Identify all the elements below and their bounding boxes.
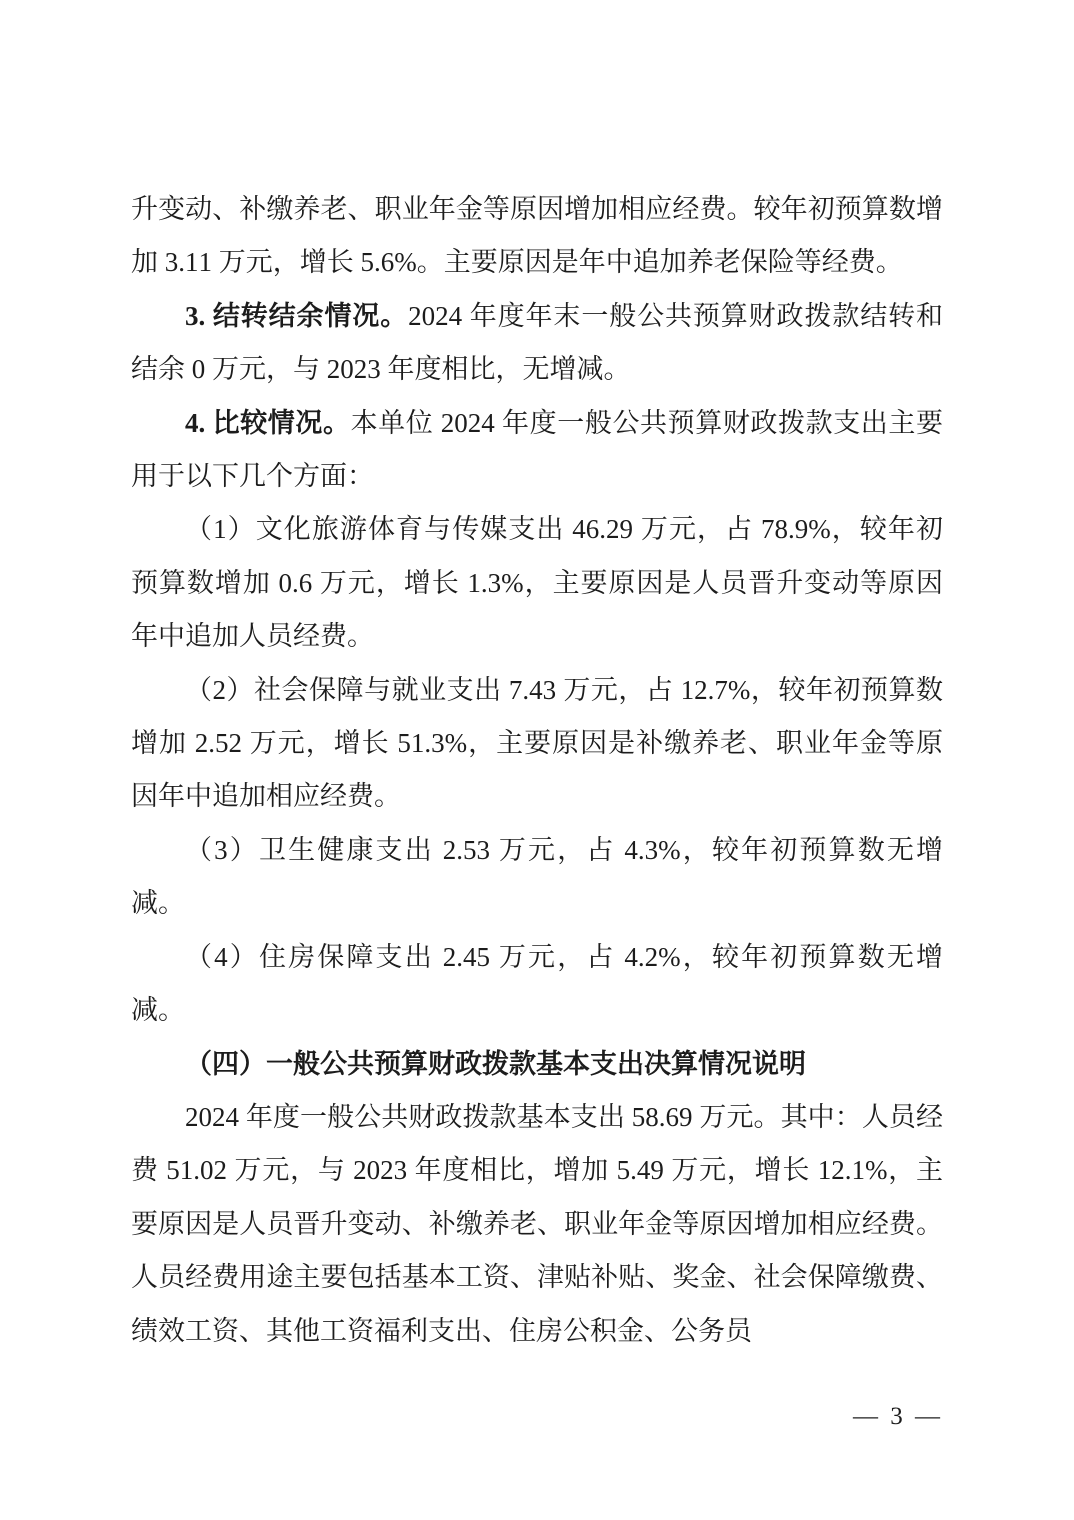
section-heading-basic-expenditure (131, 1038, 943, 1091)
paragraph-carryover-balance (131, 290, 943, 397)
text-run: （1）文化旅游体育与传媒支出 46.29 万元，占 78.9%，较年初预算数增加 0.6 万元，增长 1.3%，主要原因是人员晋升变动等原因年中追加人员经费。 (131, 514, 943, 652)
paragraph-item-2-social-security (131, 664, 943, 824)
page-number: — 3 — (853, 1403, 943, 1430)
text-run: 升变动、补缴养老、职业年金等原因增加相应经费。较年初预算数增加 3.11 万元，增长 5.6%。主要原因是年中追加养老保险等经费。 (131, 194, 943, 278)
heading-run: （四）一般公共预算财政拨款基本支出决算情况说明 (185, 1048, 806, 1079)
paragraph-comparison (131, 397, 943, 504)
paragraph-item-1-culture-tourism (131, 503, 943, 663)
text-run: 2024 年度一般公共财政拨款基本支出 58.69 万元。其中：人员经费 51.02 万元，与 2023 年度相比，增加 5.49 万元，增长 12.1%，主要原因是人员晋升变动、补缴养老、职业年金等原因增加相应经费。人员经费用途主要包括基本工资、津贴补贴、奖金、社会保障缴费、绩效工资、其他工资福利支出、住房公积金、公务员 (131, 1101, 943, 1346)
heading-run: 4. 比较情况。 (185, 407, 351, 438)
heading-run: 3. 结转结余情况。 (185, 300, 409, 331)
text-run: （4）住房保障支出 2.45 万元，占 4.2%，较年初预算数无增减。 (131, 941, 943, 1026)
text-run: （2）社会保障与就业支出 7.43 万元，占 12.7%，较年初预算数增加 2.52 万元，增长 51.3%，主要原因是补缴养老、职业年金等原因年中追加相应经费。 (131, 674, 943, 812)
document-body (131, 183, 943, 1358)
paragraph-item-3-health (131, 824, 943, 931)
paragraph-continuation (131, 183, 943, 290)
text-run: 本单位 2024 年度一般公共预算财政拨款支出主要用于以下几个方面： (131, 407, 944, 492)
text-run: 2024 年度年末一般公共预算财政拨款结转和结余 0 万元，与 2023 年度相比，无增减。 (131, 300, 944, 385)
paragraph-basic-expenditure-detail (131, 1091, 943, 1358)
paragraph-item-4-housing (131, 931, 943, 1038)
text-run: （3）卫生健康支出 2.53 万元，占 4.3%，较年初预算数无增减。 (131, 834, 943, 919)
